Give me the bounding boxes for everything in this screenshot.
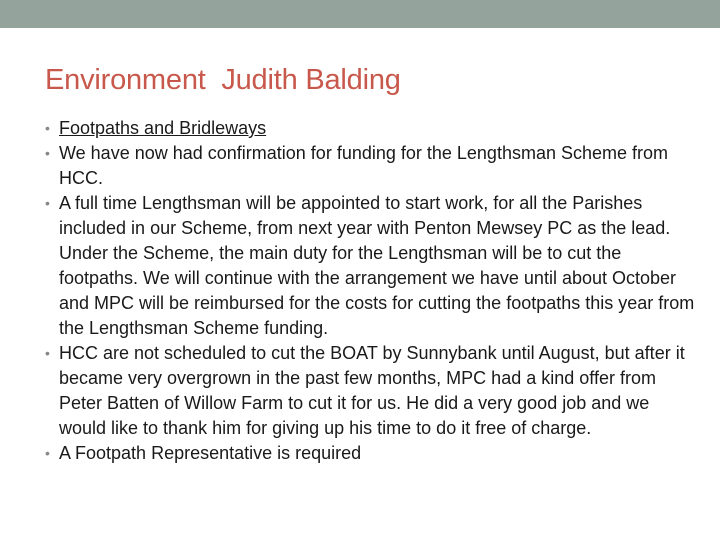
bullet-text: Footpaths and Bridleways xyxy=(59,118,267,138)
bullet-dot-icon: • xyxy=(45,345,50,361)
bullet-item xyxy=(45,116,695,141)
bullet-list xyxy=(45,116,695,466)
bullet-text: A Footpath Representative is required xyxy=(59,443,362,463)
bullet-item xyxy=(45,441,695,466)
bullet-text: We have now had confirmation for funding for the Lengthsman Scheme from HCC. xyxy=(59,143,669,188)
bullet-dot-icon: • xyxy=(45,195,50,211)
bullet-text: HCC are not scheduled to cut the BOAT by Sunnybank until August, but after it became very overgrown in the past few months, MPC had a kind offer from Peter Batten of Willow Farm to cut it for us. He did a very good job and we would like to thank him for giving up his time to do it free of charge. xyxy=(59,343,685,438)
top-bar xyxy=(0,0,720,28)
bullet-text: A full time Lengthsman will be appointed to start work, for all the Parishes included in our Scheme, from next year with Penton Mewsey PC as the lead. Under the Scheme, the main duty for the Lengthsman will be to cut the footpaths. We will continue with the arrangement we have until about October and MPC will be reimbursed for the costs for cutting the footpaths this year from the Lengthsman Scheme funding. xyxy=(59,193,695,338)
bullet-dot-icon: • xyxy=(45,445,50,461)
slide-content xyxy=(45,116,695,466)
bullet-item xyxy=(45,141,695,191)
bullet-dot-icon: • xyxy=(45,145,50,161)
bullet-dot-icon: • xyxy=(45,120,50,136)
slide-title: Environment Judith Balding xyxy=(45,64,401,96)
bullet-item xyxy=(45,191,695,341)
bullet-item xyxy=(45,341,695,441)
